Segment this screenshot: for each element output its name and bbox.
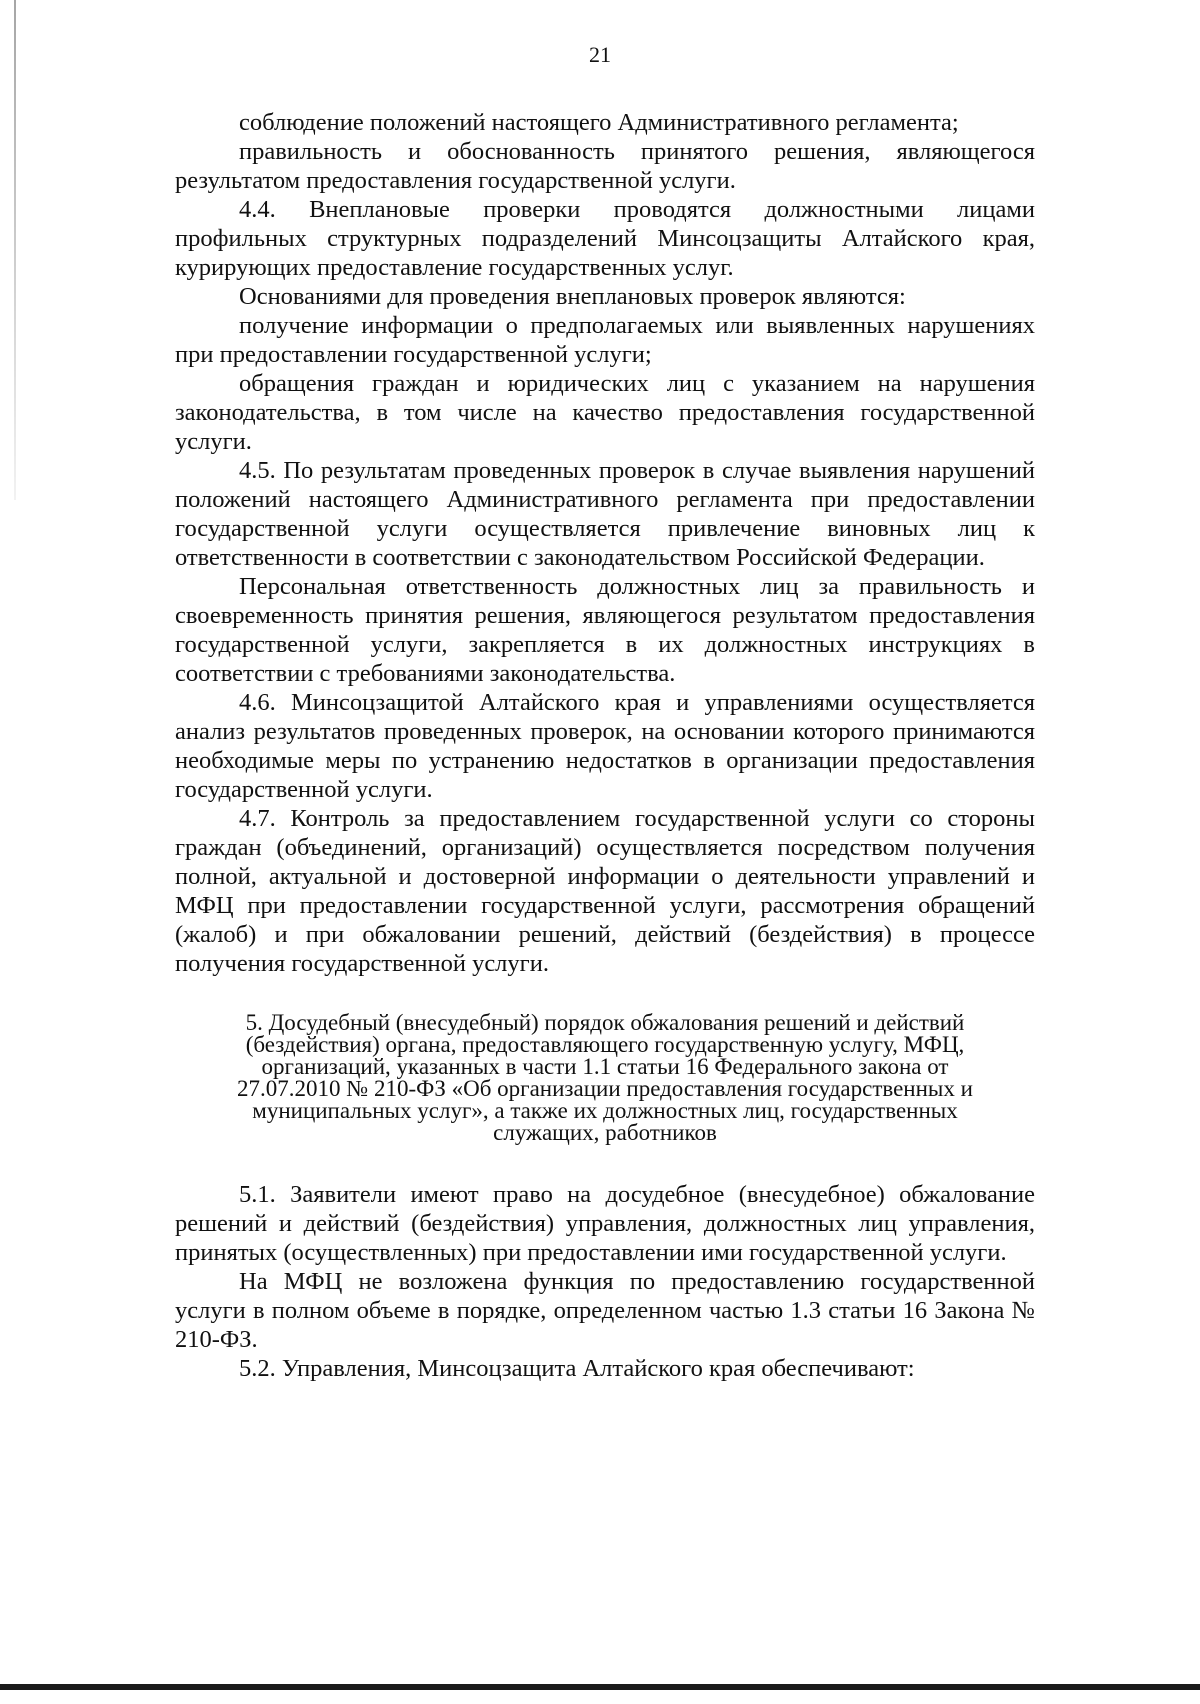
document-body [175,108,1035,1383]
scan-edge-left [14,0,16,500]
page-number: 21 [589,42,611,67]
paragraph: соблюдение положений настоящего Административного регламента; [239,109,959,136]
paragraph: 5.1. Заявители имеют право на досудебное (внесудебное) обжалование решений и действий (бездействия) управления, должностных лиц управления, принятых (осуществленных) при предоставлении ими государственной услуги. [175,1181,1035,1266]
paragraph: 5.2. Управления, Минсоцзащита Алтайского края обеспечивают: [239,1355,915,1382]
paragraph: правильность и обоснованность принятого решения, являющегося результатом предоставления государственной услуги. [175,138,1035,194]
paragraph: получение информации о предполагаемых или выявленных нарушениях при предоставлении государственной услуги; [175,312,1035,368]
paragraph: 4.5. По результатам проведенных проверок в случае выявления нарушений положений настоящего Административного регламента при предоставлении государственной услуги осуществляется привлечение виновных лиц к ответственности в соответствии с законодательством Российской Федерации. [175,457,1035,571]
paragraph: 4.4. Внеплановые проверки проводятся должностными лицами профильных структурных подразделений Минсоцзащиты Алтайского края, курирующих предоставление государственных услуг. [175,196,1035,281]
paragraph: 4.7. Контроль за предоставлением государственной услуги со стороны граждан (объединений, организаций) осуществляется посредством получения полной, актуальной и достоверной информации о деятельности управлений и МФЦ при предоставлении государственной услуги, рассмотрения обращений (жалоб) и при обжаловании решений, действий (бездействия) в процессе получения государственной услуги. [175,805,1035,977]
paragraph: 4.6. Минсоцзащитой Алтайского края и управлениями осуществляется анализ результатов проведенных проверок, на основании которого принимаются необходимые меры по устранению недостатков в организации предоставления государственной услуги. [175,689,1035,803]
paragraph: Персональная ответственность должностных лиц за правильность и своевременность принятия решения, являющегося результатом предоставления государственной услуги, закрепляется в их должностных инструкциях в соответствии с требованиями законодательства. [175,573,1035,687]
scan-edge-bottom [0,1684,1200,1690]
section-heading: 5. Досудебный (внесудебный) порядок обжалования решений и действий (бездействия) органа, предоставляющего государственную услугу, МФЦ, организаций, указанных в части 1.1 статьи 16 Федерального закона от 27.07.2010 № 210-ФЗ «Об организации предоставления государственных и муниципальных услуг», а также их должностных лиц, государственных служащих, работников [237,1010,973,1145]
paragraph: обращения граждан и юридических лиц с указанием на нарушения законодательства, в том числе на качество предоставления государственной услуги. [175,370,1035,455]
paragraph: На МФЦ не возложена функция по предоставлению государственной услуги в полном объеме в порядке, определенном частью 1.3 статьи 16 Закона № 210-ФЗ. [175,1268,1035,1353]
paragraph: Основаниями для проведения внеплановых проверок являются: [239,283,906,310]
